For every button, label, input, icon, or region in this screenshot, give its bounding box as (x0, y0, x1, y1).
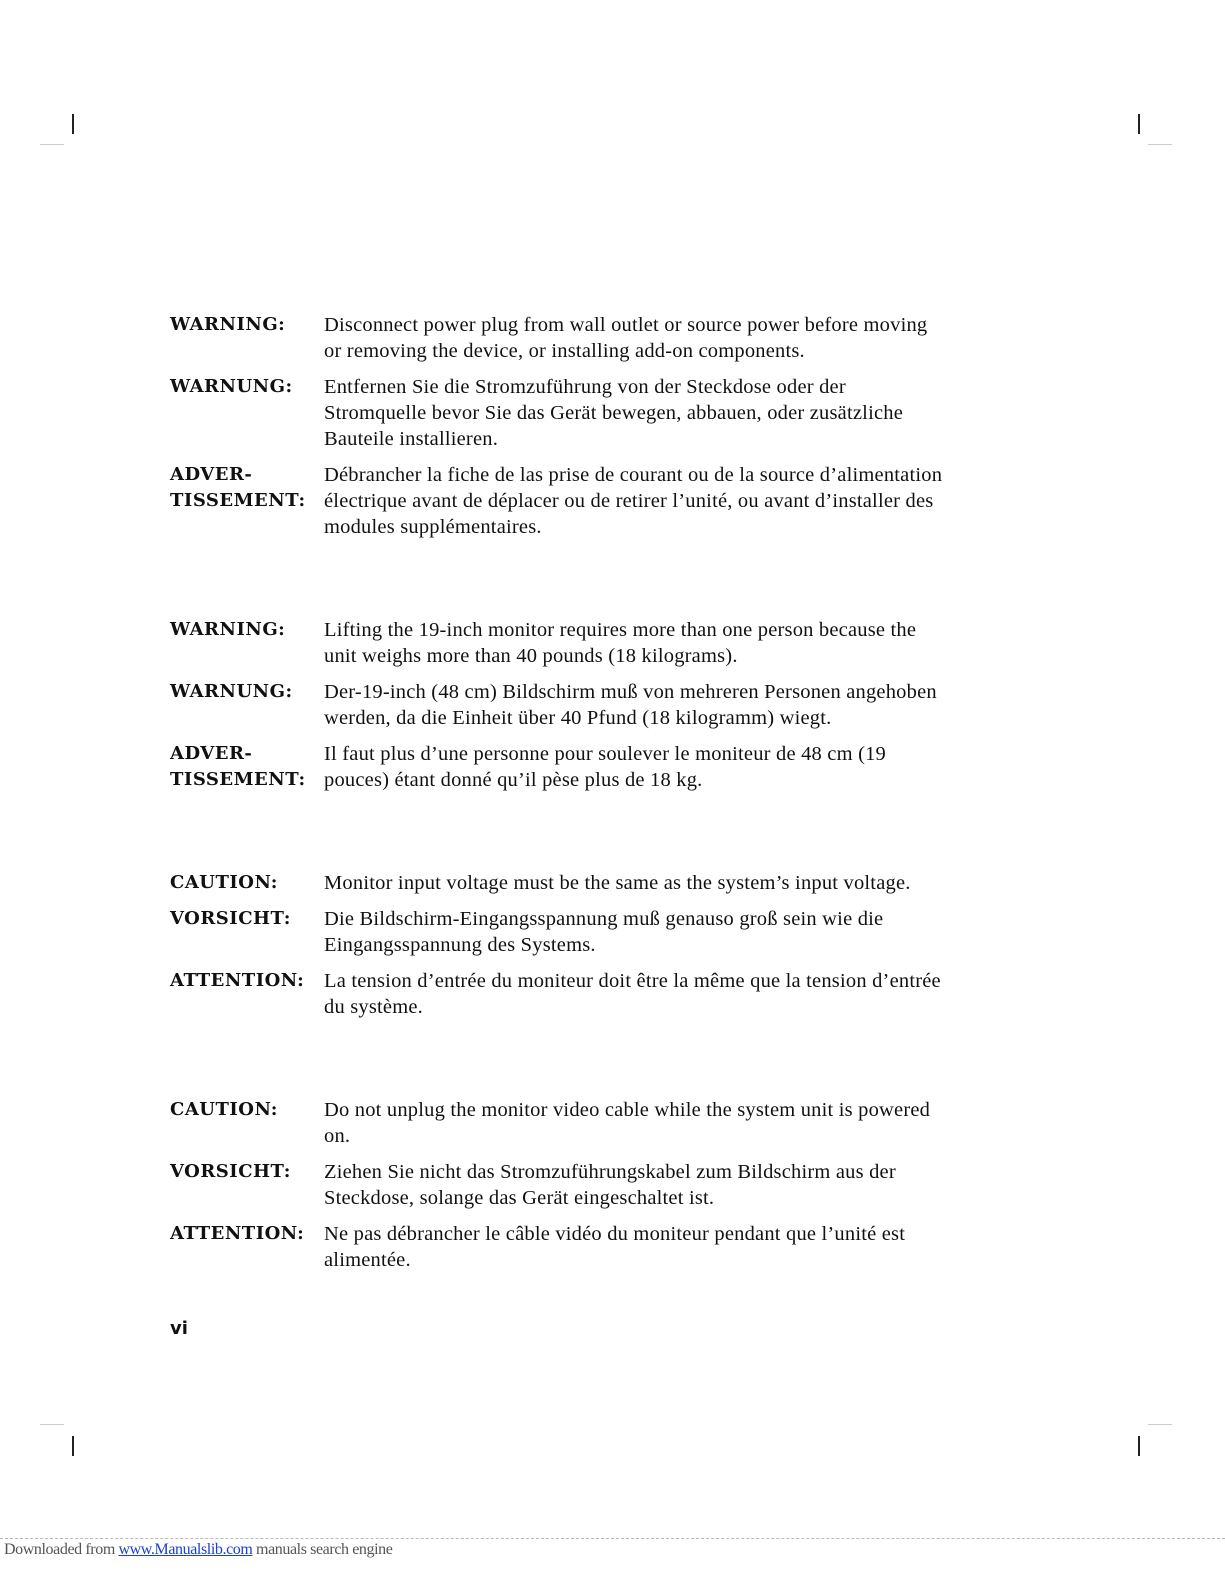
crop-mark-bottom-right (1138, 1436, 1140, 1456)
warning-entry-de (170, 679, 950, 731)
entry-text: Lifting the 19-inch monitor requires more than one person because the unit weighs more than 40 pounds (18 kilograms). (324, 619, 917, 667)
entry-text: Do not unplug the monitor video cable while the system unit is powered on. (324, 1099, 931, 1147)
warning-entry-de (170, 374, 950, 452)
page-number: vi (170, 1318, 188, 1339)
entry-label: CAUTION: (170, 872, 278, 893)
footer-line (4, 1541, 392, 1559)
caution-section-video-cable (170, 1097, 950, 1283)
entry-label: ATTENTION: (170, 1223, 305, 1244)
crop-mark-bottom-left-h (40, 1424, 64, 1425)
entry-label: VORSICHT: (170, 1161, 291, 1182)
footer-suffix: manuals search engine (252, 1541, 393, 1558)
entry-text: Débrancher la fiche de las prise de courant ou de la source d’alimentation électrique avant de déplacer ou de retirer l’unité, ou avant d’installer des modules supplémentaires. (324, 464, 943, 538)
crop-mark-top-left-h (40, 144, 64, 145)
entry-text: Disconnect power plug from wall outlet or source power before moving or removing the device, or installing add-on components. (324, 314, 928, 362)
entry-label: WARNUNG: (170, 681, 293, 702)
caution-section-voltage (170, 870, 950, 1030)
entry-label: ADVER- TISSEMENT: (170, 464, 306, 511)
warning-entry-en (170, 617, 950, 669)
entry-label: VORSICHT: (170, 908, 291, 929)
entry-text: Monitor input voltage must be the same as the system’s input voltage. (324, 872, 911, 894)
entry-text: Entfernen Sie die Stromzuführung von der Steckdose oder der Stromquelle bevor Sie das Gerät bewegen, abbauen, oder zusätzliche Bauteile installieren. (324, 376, 904, 450)
entry-label: ADVER- TISSEMENT: (170, 743, 306, 790)
entry-text: Die Bildschirm-Eingangsspannung muß genauso groß sein wie die Eingangsspannung des Systems. (324, 908, 884, 956)
entry-label: WARNING: (170, 619, 286, 640)
caution-entry-en (170, 870, 950, 896)
caution-entry-de (170, 1159, 950, 1211)
entry-text: Der-19-inch (48 cm) Bildschirm muß von mehreren Personen angehoben werden, da die Einheit über 40 Pfund (18 kilogramm) wiegt. (324, 681, 937, 729)
caution-entry-en (170, 1097, 950, 1149)
caution-entry-de (170, 906, 950, 958)
caution-entry-fr (170, 968, 950, 1020)
warning-section-lifting (170, 617, 950, 803)
entry-text: Ne pas débrancher le câble vidéo du moniteur pendant que l’unité est alimentée. (324, 1223, 906, 1271)
entry-label: WARNUNG: (170, 376, 293, 397)
warning-entry-en (170, 312, 950, 364)
entry-text: Ziehen Sie nicht das Stromzuführungskabel zum Bildschirm aus der Steckdose, solange das Gerät eingeschaltet ist. (324, 1161, 896, 1209)
crop-mark-bottom-right-h (1148, 1424, 1172, 1425)
download-footer (0, 1538, 1225, 1586)
entry-label: WARNING: (170, 314, 286, 335)
footer-prefix: Downloaded from (4, 1541, 119, 1558)
crop-mark-top-left (72, 114, 74, 134)
warning-section-power (170, 312, 950, 550)
crop-mark-bottom-left (72, 1436, 74, 1456)
entry-text: Il faut plus d’une personne pour soulever le moniteur de 48 cm (19 pouces) étant donné qu’il pèse plus de 18 kg. (324, 743, 886, 791)
entry-label: CAUTION: (170, 1099, 278, 1120)
warning-entry-fr (170, 741, 950, 793)
crop-mark-top-right-h (1148, 144, 1172, 145)
entry-label: ATTENTION: (170, 970, 305, 991)
crop-mark-top-right (1138, 114, 1140, 134)
warning-entry-fr (170, 462, 950, 540)
manualslib-link[interactable]: www.Manualslib.com (118, 1541, 253, 1558)
entry-text: La tension d’entrée du moniteur doit être la même que la tension d’entrée du système. (324, 970, 941, 1018)
caution-entry-fr (170, 1221, 950, 1273)
